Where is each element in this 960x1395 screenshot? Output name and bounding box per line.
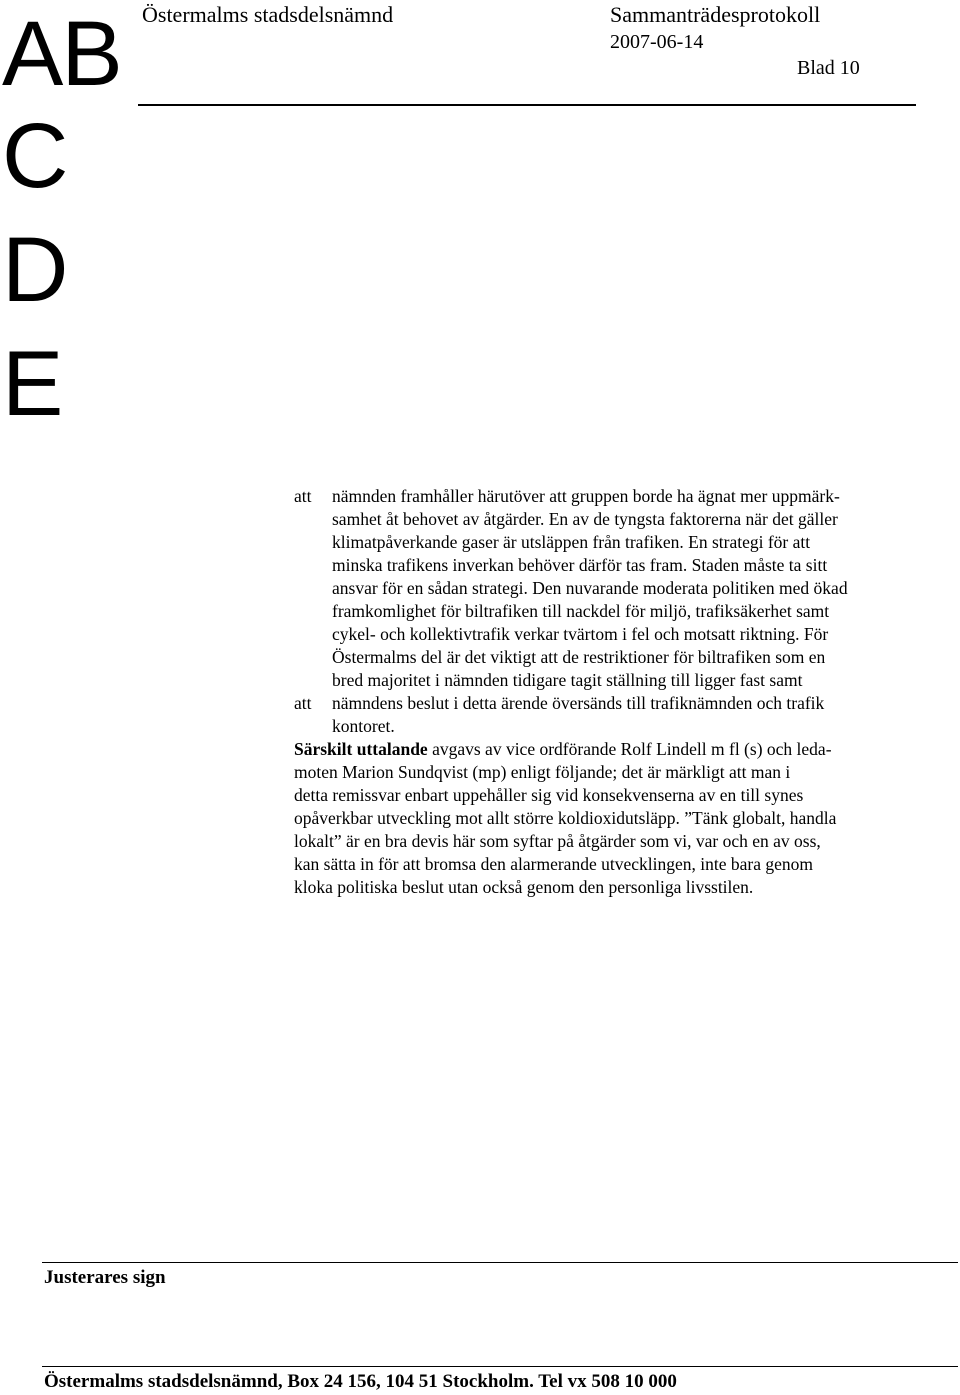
footer-divider-bottom [42, 1366, 958, 1367]
logo-letter-d: D [2, 219, 67, 321]
paragraph-line: kloka politiska beslut utan också genom den personliga livsstilen. [294, 877, 754, 897]
paragraph-line: opåverkbar utveckling mot allt större koldioxidutsläpp. ”Tänk globalt, handla [294, 808, 837, 828]
logo-letters-ab: AB [2, 3, 121, 105]
att-label: att [294, 693, 312, 713]
statement-lead-line [294, 738, 832, 761]
header-document-type: Sammanträdesprotokoll [610, 2, 821, 27]
paragraph-line: detta remissvar enbart uppehåller sig vid konsekvenserna av en till synes [294, 785, 804, 805]
header-divider [138, 104, 916, 106]
footer-sign-label: Justerares sign [44, 1267, 166, 1288]
paragraph-line: nämnden framhåller härutöver att gruppen borde ha ägnat mer uppmärk- [332, 486, 840, 506]
paragraph-line: lokalt” är en bra devis här som syftar på åtgärder som vi, var och en av oss, [294, 831, 821, 851]
paragraph-line: framkomlighet för biltrafiken till nackdel för miljö, trafiksäkerhet samt [332, 601, 830, 621]
paragraph-line: ansvar för en sådan strategi. Den nuvarande moderata politiken med ökad [332, 578, 848, 598]
paragraph-line: kan sätta in för att bromsa den alarmerande utvecklingen, inte bara genom [294, 854, 813, 874]
paragraph-line: cykel- och kollektivtrafik verkar tvärtom i fel och motsatt riktning. För [332, 624, 829, 644]
logo-letter-c: C [2, 105, 67, 207]
paragraph-line: bred majoritet i nämnden tidigare tagit ställning till ligger fast samt [332, 670, 803, 690]
header-date: 2007-06-14 [610, 31, 704, 53]
footer-divider-top [42, 1262, 958, 1263]
footer-address: Östermalms stadsdelsnämnd, Box 24 156, 104 51 Stockholm. Tel vx 508 10 000 [44, 1371, 677, 1392]
logo-letter-e: E [2, 333, 62, 435]
paragraph-line: klimatpåverkande gaser är utsläppen från trafiken. En strategi för att [332, 532, 811, 552]
att-label: att [294, 486, 312, 506]
paragraph-line: minska trafikens inverkan behöver därför tas fram. Staden måste ta sitt [332, 555, 828, 575]
paragraph-line: nämndens beslut i detta ärende översänds till trafiknämnden och trafik [332, 693, 825, 713]
header-organization: Östermalms stadsdelsnämnd [142, 2, 394, 27]
statement-lead-rest: avgavs av vice ordförande Rolf Lindell m fl (s) och leda- [427, 739, 832, 759]
paragraph-line: Östermalms del är det viktigt att de restriktioner för biltrafiken som en [332, 647, 826, 667]
statement-lead-bold: Särskilt uttalande [294, 739, 428, 759]
paragraph-line: kontoret. [332, 716, 395, 736]
paragraph-line: samhet åt behovet av åtgärder. En av de tyngsta faktorerna när det gäller [332, 509, 838, 529]
paragraph-line: moten Marion Sundqvist (mp) enligt följande; det är märkligt att man i [294, 762, 791, 782]
header-page-number: Blad 10 [797, 57, 860, 79]
